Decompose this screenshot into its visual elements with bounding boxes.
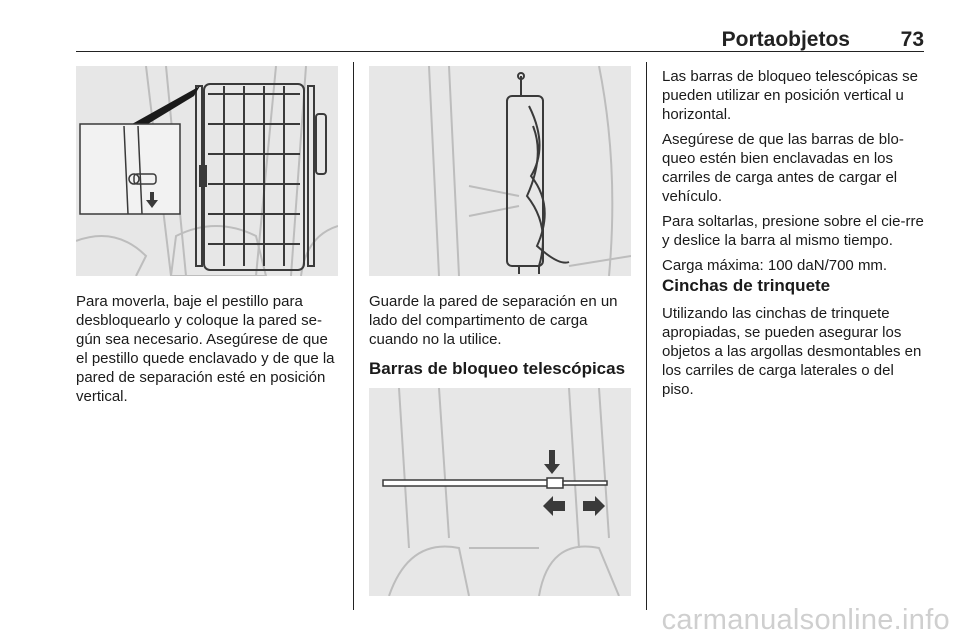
- partition-net-latch-drawing: [76, 66, 338, 276]
- page-number: 73: [900, 28, 924, 51]
- column2-paragraph: Guarde la pared de separación en un lado del compartimento de carga cuando no la utilice.: [369, 293, 618, 348]
- arrow-right-icon: [583, 496, 605, 516]
- stowed-partition-net-illustration: [369, 66, 631, 276]
- column3-text-after: [662, 304, 928, 405]
- partition-net-latch-illustration: [76, 66, 338, 276]
- column2-text: [369, 292, 639, 355]
- column3-paragraph-1: Las barras de bloqueo telescópicas se pueden utilizar en posición vertical u horizontal.: [662, 68, 918, 123]
- column1-paragraph: Para moverla, baje el pestillo para desbloquearlo y coloque la pared se-gún sea necesario. Asegúrese de que el pestillo quede enclavado y de que la pared de separación esté en posición vertical.: [76, 293, 335, 405]
- column-divider: [353, 62, 354, 610]
- column3-paragraph-2: Asegúrese de que las barras de blo-queo estén bien enclavadas en los carriles de carga antes de cargar el vehículo.: [662, 131, 904, 205]
- column3-paragraph-5: Utilizando las cinchas de trinquete apropiadas, se pueden asegurar los objetos a las argollas desmontables en los carriles de carga laterales o del piso.: [662, 305, 922, 398]
- section-heading-telescopic-bars: Barras de bloqueo telescópicas: [369, 359, 626, 378]
- telescopic-bar-illustration: [369, 388, 631, 596]
- column3-paragraph-4: Carga máxima: 100 daN/700 mm.: [662, 257, 888, 274]
- column-divider: [646, 62, 647, 610]
- page-title: Portaobjetos: [721, 28, 850, 51]
- column1-text: [76, 292, 340, 412]
- telescopic-bar-drawing: [369, 388, 631, 596]
- header-rule: [76, 51, 924, 52]
- arrow-left-icon: [543, 496, 565, 516]
- column3-text: [662, 67, 928, 281]
- column3-paragraph-3: Para soltarlas, presione sobre el cie-rre y deslice la barra al mismo tiempo.: [662, 213, 924, 249]
- section-heading-ratchet-straps: Cinchas de trinquete: [662, 276, 831, 295]
- stowed-partition-net-drawing: [369, 66, 631, 276]
- arrow-down-icon: [544, 450, 560, 474]
- footer-watermark: carmanualsonline.info: [661, 604, 950, 636]
